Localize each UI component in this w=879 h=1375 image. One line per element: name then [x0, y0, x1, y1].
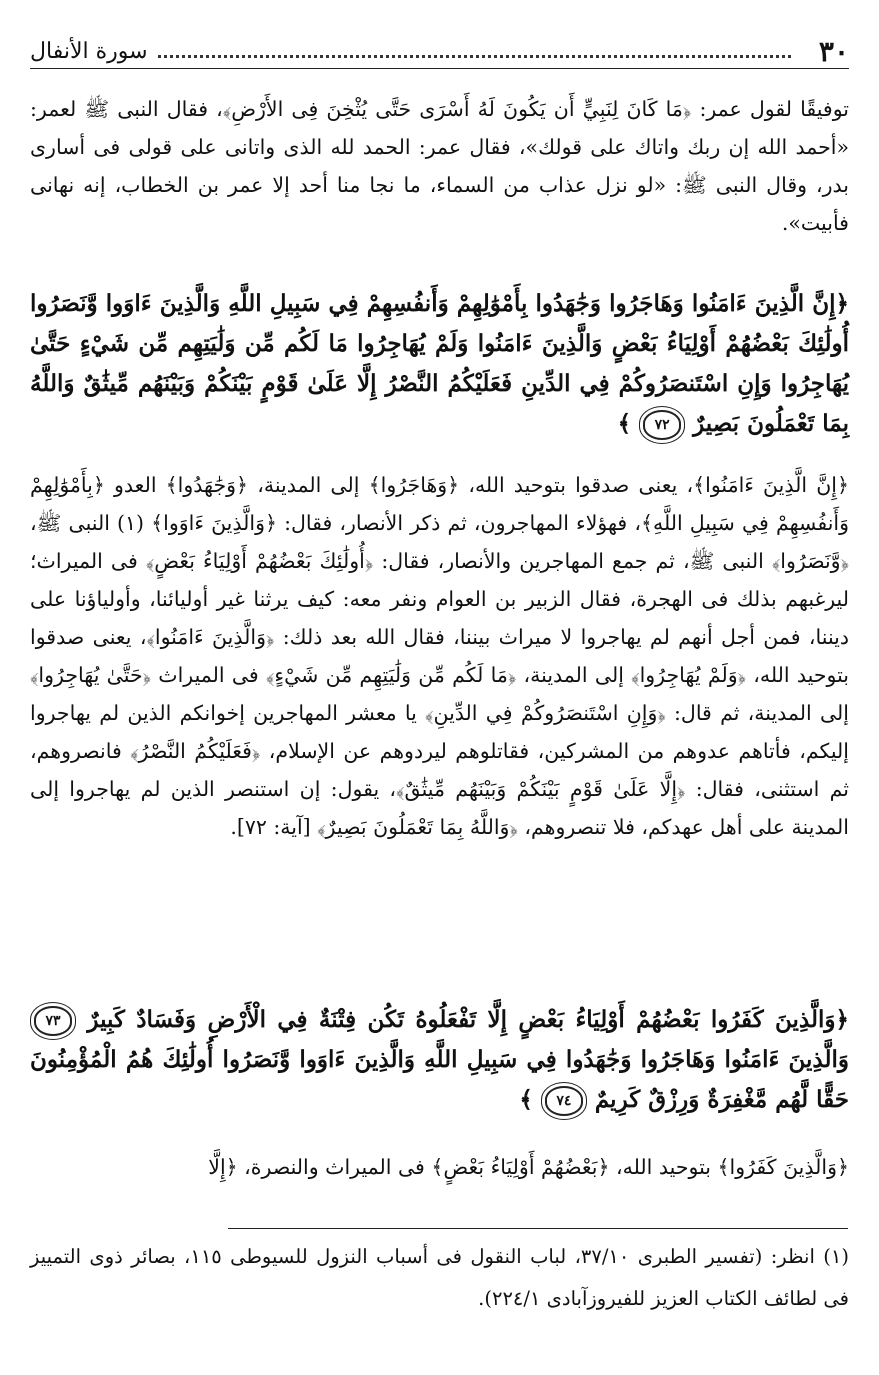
- verse-74-close-bracket: ﴾: [519, 1086, 533, 1113]
- verse-72-close-bracket: ﴾: [617, 410, 632, 437]
- closing-paragraph: ﴿وَالَّذِينَ كَفَرُوا﴾ بتوحيد الله، ﴿بَعْضُهُمْ أَوْلِيَاءُ بَعْضٍ﴾ فى الميراث والنصرة، ﴿إِلَّا: [208, 1155, 849, 1179]
- page-number: ٣٠: [818, 34, 849, 68]
- verse-73-74-block: [30, 1000, 849, 1120]
- footnote: (١) انظر: (تفسير الطبرى ٣٧/١٠، لباب النقول فى أسباب النزول للسيوطى ١١٥، بصائر ذوى التمييز فى لطائف الكتاب العزيز للفيروزآبادى ٢٢٤/١).: [30, 1245, 849, 1310]
- page-header: [30, 34, 849, 69]
- verse-72-text: ﴿إِنَّ الَّذِينَ ءَامَنُوا وَهَاجَرُوا وَجَٰهَدُوا بِأَمْوَٰلِهِمْ وَأَنفُسِهِمْ فِي سَبِيلِ اللَّهِ وَالَّذِينَ ءَاوَوا وَّنَصَرُوا أُولَٰئِكَ بَعْضُهُمْ أَوْلِيَاءُ بَعْضٍ وَالَّذِينَ ءَامَنُوا وَلَمْ يُهَاجِرُوا مَا لَكُم مِّن وَلَٰيَتِهِم مِّن شَيْءٍ حَتَّىٰ يُهَاجِرُوا وَإِنِ اسْتَنصَرُوكُمْ فِي الدِّينِ فَعَلَيْكُمُ النَّصْرُ إِلَّا عَلَىٰ قَوْمٍ بَيْنَكُمْ وَبَيْنَهُم مِّيثَٰقٌ وَاللَّهُ بِمَا تَعْمَلُونَ بَصِيرٌ: [30, 290, 849, 437]
- surah-title: سورة الأنفال: [30, 38, 148, 64]
- verse-number-73: ٧٣: [34, 1006, 72, 1036]
- commentary-paragraph: ﴿إِنَّ الَّذِينَ ءَامَنُوا﴾، يعنى صدقوا بتوحيد الله، ﴿وَهَاجَرُوا﴾ إلى المدينة، ﴿وَجَٰهَدُوا﴾ العدو ﴿بِأَمْوَٰلِهِمْ وَأَنفُسِهِمْ فِي سَبِيلِ اللَّهِ﴾، فهؤلاء المهاجرون، ثم ذكر الأنصار، فقال: ﴿وَالَّذِينَ ءَاوَوا﴾ (١) النبى ﷺ، ﴿وَّنَصَرُوا﴾ النبى ﷺ، ثم جمع المهاجرين والأنصار، فقال: ﴿أُولَٰئِكَ بَعْضُهُمْ أَوْلِيَاءُ بَعْضٍ﴾ فى الميراث؛ ليرغبهم بذلك فى الهجرة، فقال الزبير بن العوام ونفر معه: كيف يرثنا غير أوليائنا، وأولياؤنا على ديننا، فمن أجل أنهم لم يهاجروا لا ميراث بيننا، فقال الله بعد ذلك: ﴿وَالَّذِينَ ءَامَنُوا﴾، يعنى صدقوا بتوحيد الله، ﴿وَلَمْ يُهَاجِرُوا﴾ إلى المدينة، ﴿مَا لَكُم مِّن وَلَٰيَتِهِم مِّن شَيْءٍ﴾ فى الميراث ﴿حَتَّىٰ يُهَاجِرُوا﴾ إلى المدينة، ثم قال: ﴿وَإِنِ اسْتَنصَرُوكُمْ فِي الدِّينِ﴾ يا معشر المهاجرين إخوانكم الذين لم يهاجروا إليكم، فأتاهم عدوهم من المشركين، فقاتلوهم ليردوهم عن الإسلام، ﴿فَعَلَيْكُمُ النَّصْرُ﴾ فانصروهم، ثم استثنى، فقال: ﴿إِلَّا عَلَىٰ قَوْمٍ بَيْنَكُمْ وَبَيْنَهُم مِّيثَٰقٌ﴾، يقول: إن استنصر الذين لم يهاجروا إلى المدينة على أهل عهدكم، فلا تنصروهم، ﴿وَاللَّهُ بِمَا تَعْمَلُونَ بَصِيرٌ﴾ [آية: ٧٢].: [30, 473, 850, 839]
- verse-74-text: وَالَّذِينَ ءَامَنُوا وَهَاجَرُوا وَجَٰهَدُوا فِي سَبِيلِ اللَّهِ وَالَّذِينَ ءَاوَوا وَّنَصَرُوا أُولَٰئِكَ هُمُ الْمُؤْمِنُونَ حَقًّا لَّهُم مَّغْفِرَةٌ وَرِزْقٌ كَرِيمٌ: [30, 1046, 849, 1113]
- verse-73-text: ﴿وَالَّذِينَ كَفَرُوا بَعْضُهُمْ أَوْلِيَاءُ بَعْضٍ إِلَّا تَفْعَلُوهُ تَكُن فِتْنَةٌ فِي الْأَرْضِ وَفَسَادٌ كَبِيرٌ: [87, 1006, 849, 1033]
- verse-72-block: [30, 284, 849, 444]
- verse-number-72: ٧٢: [643, 410, 681, 440]
- intro-paragraph: توفيقًا لقول عمر: ﴿مَا كَانَ لِنَبِيٍّ أَن يَكُونَ لَهُ أَسْرَى حَتَّى يُثْخِنَ فِى الأَرْضِ﴾، فقال النبى ﷺ لعمر: «أحمد الله إن ربك واتاك على قولك»، فقال عمر: الحمد لله الذى واتانى على قولى فى أسارى بدر، وقال النبى ﷺ: «لو نزل عذاب من السماء، ما نجا منا أحد إلا عمر بن الخطاب، إنه نهانى فأبيت».: [30, 97, 849, 235]
- footnote-divider: [228, 1228, 848, 1229]
- header-dotted-leader: [158, 45, 791, 58]
- verse-number-74: ٧٤: [545, 1086, 583, 1116]
